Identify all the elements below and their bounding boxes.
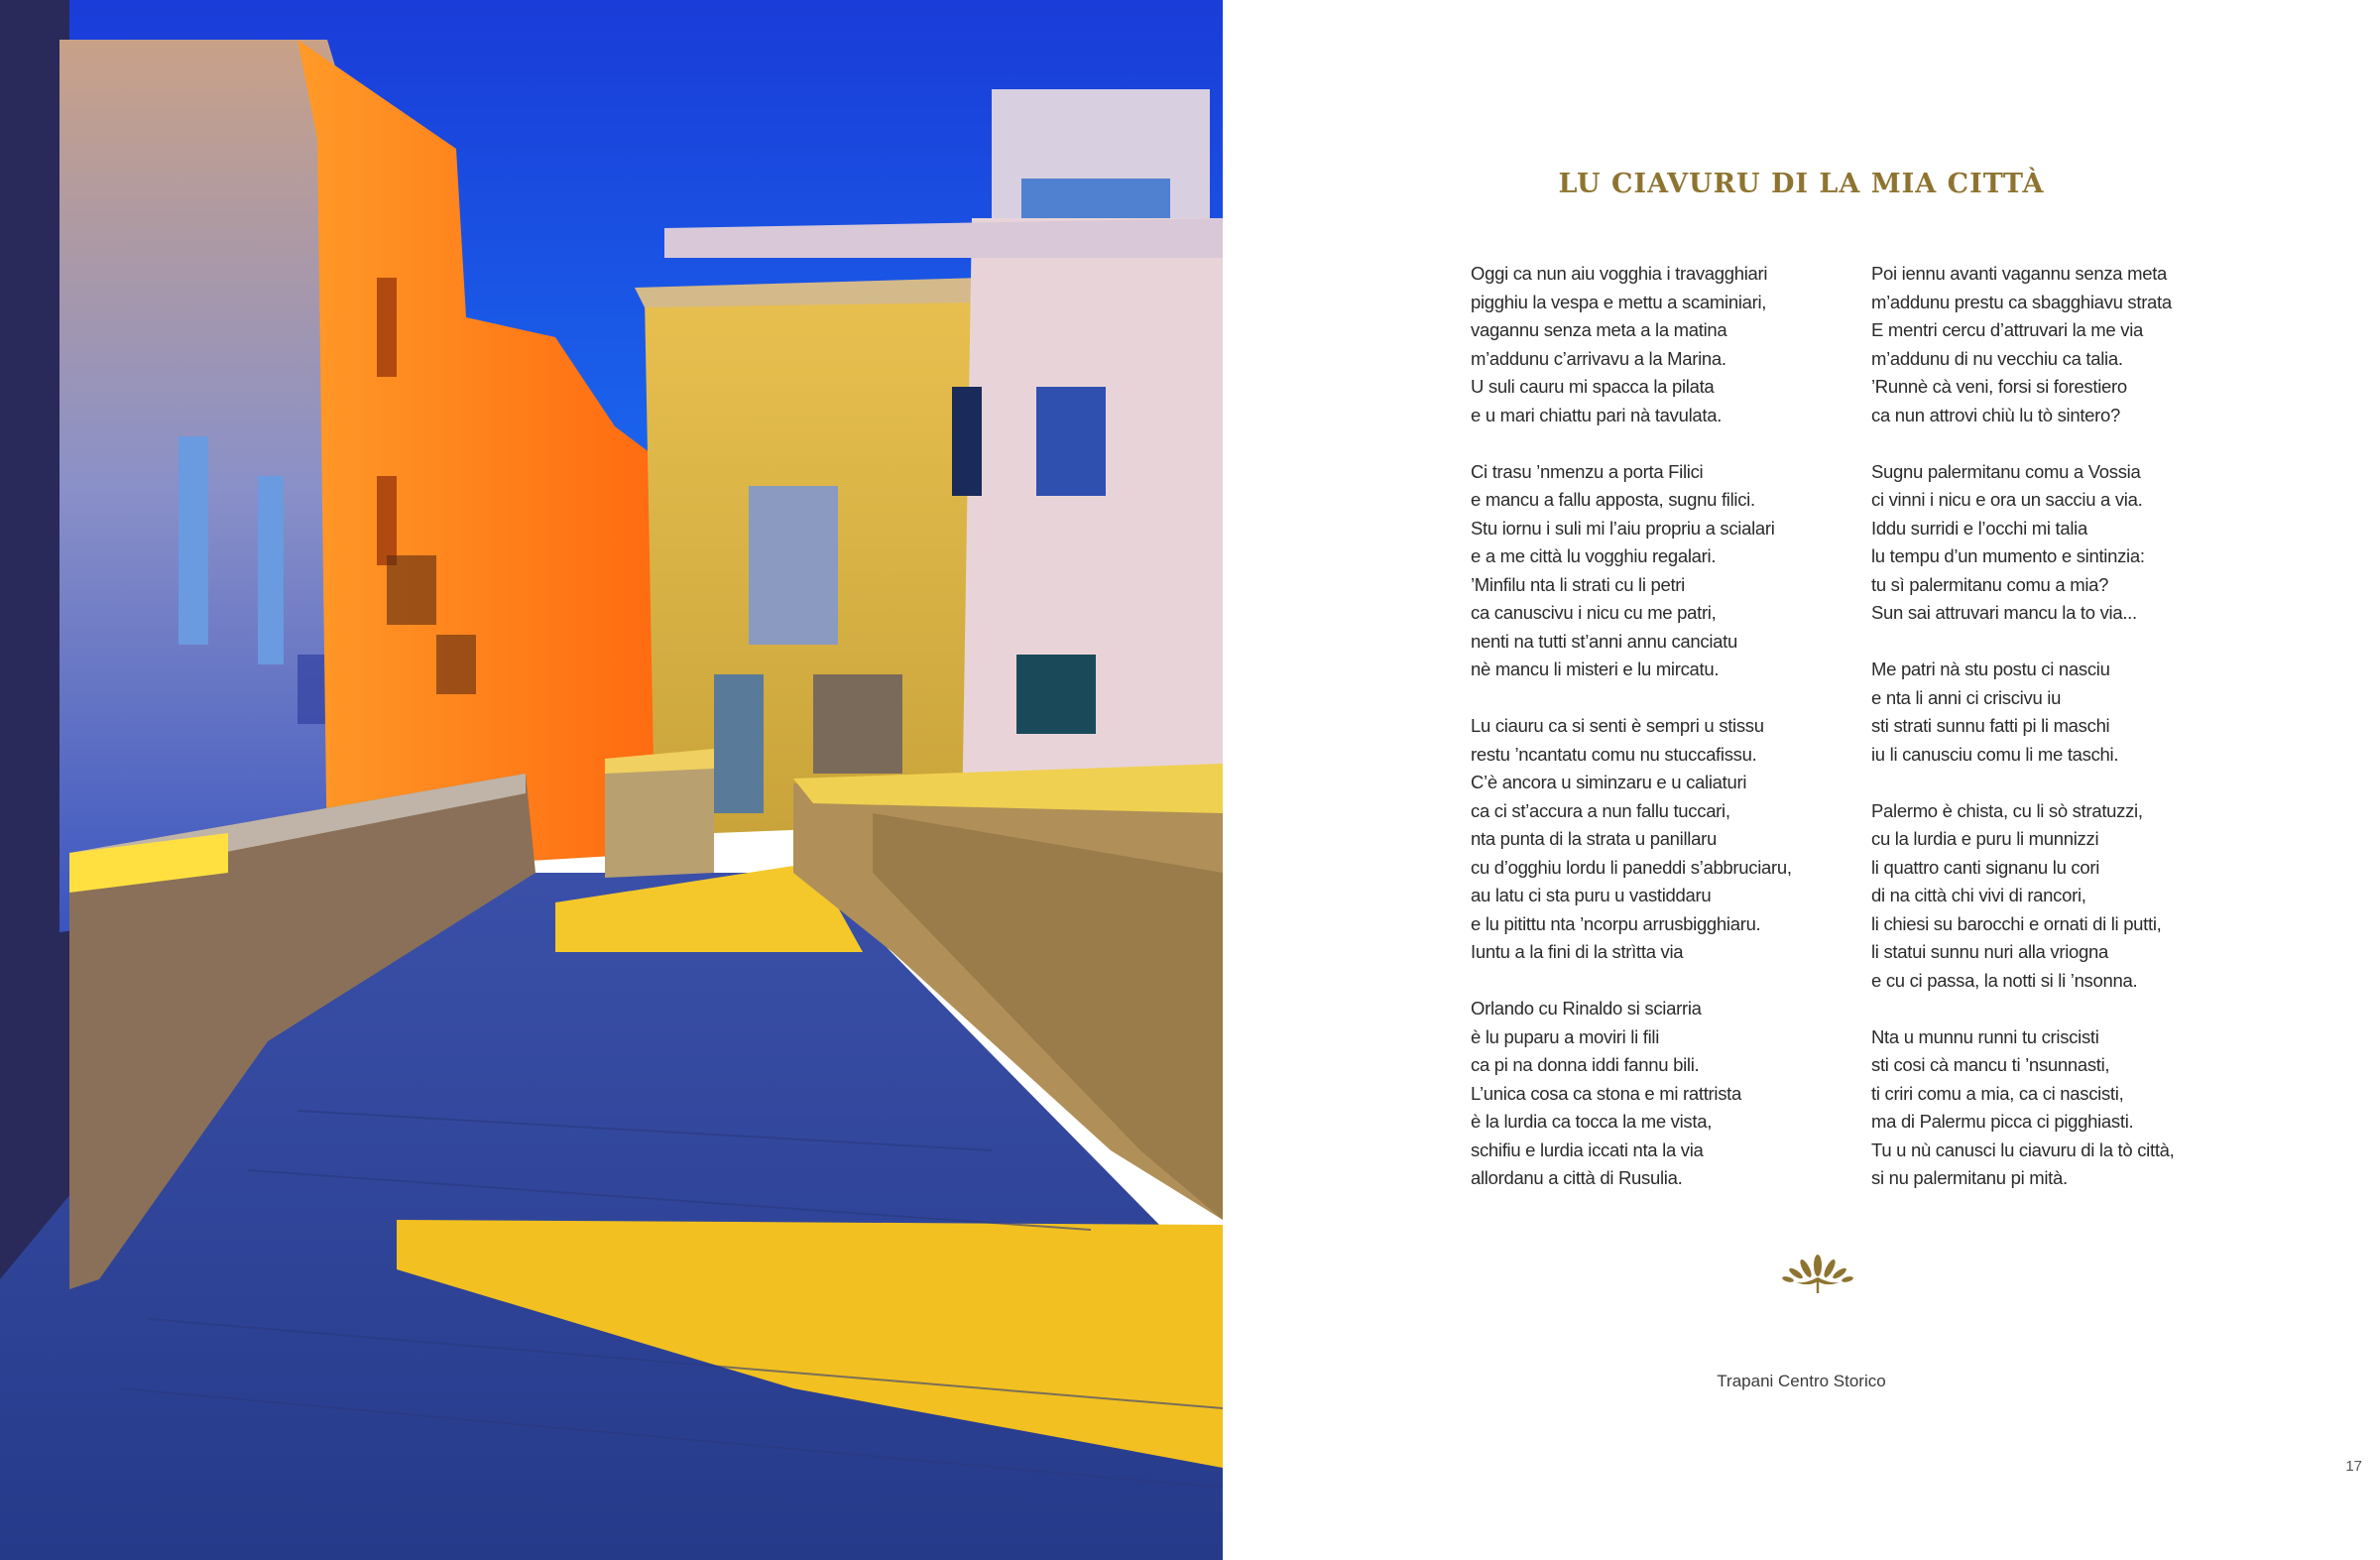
poem-line: di na città chi vivi di rancori, xyxy=(1871,885,2086,905)
poem-line: Iddu surridi e l’occhi mi talia xyxy=(1871,517,2087,539)
poem-stanza xyxy=(1471,260,1887,429)
poem-right-column xyxy=(1871,260,2288,1221)
poem-line: e lu pitittu nta ’ncorpu arrusbigghiaru. xyxy=(1471,912,1761,934)
poem-line: lu tempu d’un mumento e sintinzia: xyxy=(1871,545,2145,566)
poem-stanza xyxy=(1871,656,2288,769)
poem-line: schifiu e lurdia iccati nta la via xyxy=(1471,1139,1704,1160)
poem-line: m’addunu prestu ca sbagghiavu strata xyxy=(1871,291,2172,312)
poem-line: ’Runnè cà veni, forsi si forestiero xyxy=(1871,376,2127,397)
poem-line: Lu ciauru ca si senti è sempri u stissu xyxy=(1471,715,1764,736)
poem-line: li chiesi su barocchi e ornati di li putti, xyxy=(1871,912,2162,934)
poem-line: tu sì palermitanu comu a mia? xyxy=(1871,573,2109,595)
poem-title: LU CIAVURU DI LA MIA CITTÀ xyxy=(1558,169,2045,199)
poem-line: allordanu a città di Rusulia. xyxy=(1471,1167,1683,1188)
poem-stanza xyxy=(1471,458,1887,684)
poem-line: Tu u nù canusci lu ciavuru di la tò città, xyxy=(1871,1139,2175,1160)
poem-stanza xyxy=(1871,458,2288,628)
poem-line: nè mancu li misteri e lu mircatu. xyxy=(1471,659,1720,679)
poem-line: pigghiu la vespa e mettu a scaminiari, xyxy=(1471,291,1767,312)
poem-line: Ci trasu ’nmenzu a porta Filici xyxy=(1471,460,1704,482)
poem-line: restu ’ncantatu comu nu stuccafissu. xyxy=(1471,743,1757,765)
poem-line: Orlando cu Rinaldo si sciarria xyxy=(1471,998,1702,1019)
poem-line: nenti na tutti st’anni annu canciatu xyxy=(1471,630,1737,652)
poem-line: e mancu a fallu apposta, sugnu filici. xyxy=(1471,489,1755,510)
poem-line: ti criri comu a mia, ca ci nascisti, xyxy=(1871,1082,2124,1104)
fleuron-icon xyxy=(1778,1252,1857,1297)
poem-left-column xyxy=(1471,260,1887,1221)
poem-line: ’Minfilu nta li strati cu li petri xyxy=(1471,573,1685,595)
poem-line: ci vinni i nicu e ora un sacciu a via. xyxy=(1871,489,2143,510)
poem-line: sti cosi cà mancu ti ’nsunnasti, xyxy=(1871,1054,2110,1075)
poem-line: m’addunu c’arrivavu a la Marina. xyxy=(1471,347,1726,369)
poem-line: e u mari chiattu pari nà tavulata. xyxy=(1471,404,1723,425)
poem-line: Stu iornu i suli mi l’aiu propriu a scialari xyxy=(1471,517,1775,539)
poem-line: e cu ci passa, la notti si li ’nsonna. xyxy=(1871,969,2138,991)
poem-stanza xyxy=(1471,712,1887,967)
poem-stanza xyxy=(1471,995,1887,1193)
poem-line: nta punta di la strata u panillaru xyxy=(1471,828,1717,849)
poem-line: ca nun attrovi chiù lu tò sintero? xyxy=(1871,404,2121,425)
poem-line: è la lurdia ca tocca la me vista, xyxy=(1471,1111,1713,1132)
poem-line: è lu puparu a moviri li fili xyxy=(1471,1025,1660,1047)
poem-line: Sun sai attruvari mancu la to via... xyxy=(1871,602,2137,623)
page-number: 17 xyxy=(2345,1458,2362,1475)
poem-line: ca canuscivu i nicu cu me patri, xyxy=(1471,602,1717,623)
poem-line: C’è ancora u siminzaru e u caliaturi xyxy=(1471,772,1747,792)
poem-line: au latu ci sta puru u vastiddaru xyxy=(1471,885,1712,905)
photo-caption: Trapani Centro Storico xyxy=(1717,1372,1886,1390)
poem-line: U suli cauru mi spacca la pilata xyxy=(1471,376,1715,397)
poem-line: e a me città lu vogghiu regalari. xyxy=(1471,545,1717,566)
poem-stanza xyxy=(1871,260,2288,429)
poem-line: Iuntu a la fini di la strìtta via xyxy=(1471,941,1684,962)
poem-stanza xyxy=(1871,797,2288,996)
poem-line: sti strati sunnu fatti pi li maschi xyxy=(1871,715,2110,736)
poem-line: ca pi na donna iddi fannu bili. xyxy=(1471,1054,1700,1075)
poem-line: Sugnu palermitanu comu a Vossia xyxy=(1871,460,2141,482)
poem-line: Palermo è chista, cu li sò stratuzzi, xyxy=(1871,799,2143,821)
poem-line: iu li canusciu comu li me taschi. xyxy=(1871,743,2119,765)
poem-line: ca ci st’accura a nun fallu tuccari, xyxy=(1471,799,1730,821)
poem-line: vagannu senza meta a la matina xyxy=(1471,319,1727,340)
poem-line: Poi iennu avanti vagannu senza meta xyxy=(1871,263,2168,284)
poem-line: e nta li anni ci criscivu iu xyxy=(1871,686,2062,708)
poem-line: si nu palermitanu pi mità. xyxy=(1871,1167,2068,1188)
poem-page xyxy=(1223,0,2380,1560)
poem-line: ma di Palermu picca ci pigghiasti. xyxy=(1871,1111,2134,1132)
poem-line: E mentri cercu d’attruvari la me via xyxy=(1871,319,2143,340)
poem-line: Me patri nà stu postu ci nasciu xyxy=(1871,659,2110,679)
poem-line: cu d’ogghiu lordu li paneddi s’abbruciaru, xyxy=(1471,856,1792,878)
poem-line: Oggi ca nun aiu vogghia i travagghiari xyxy=(1471,263,1768,284)
poem-line: L’unica cosa ca stona e mi rattrista xyxy=(1471,1082,1742,1104)
poem-stanza xyxy=(1871,1023,2288,1193)
poem-line: Nta u munnu runni tu criscisti xyxy=(1871,1025,2099,1047)
poem-line: cu la lurdia e puru li munnizzi xyxy=(1871,828,2099,849)
poem-line: li quattro canti signanu lu cori xyxy=(1871,856,2100,878)
poem-line: li statui sunnu nuri alla vriogna xyxy=(1871,941,2108,962)
poem-line: m’addunu di nu vecchiu ca talia. xyxy=(1871,347,2123,369)
